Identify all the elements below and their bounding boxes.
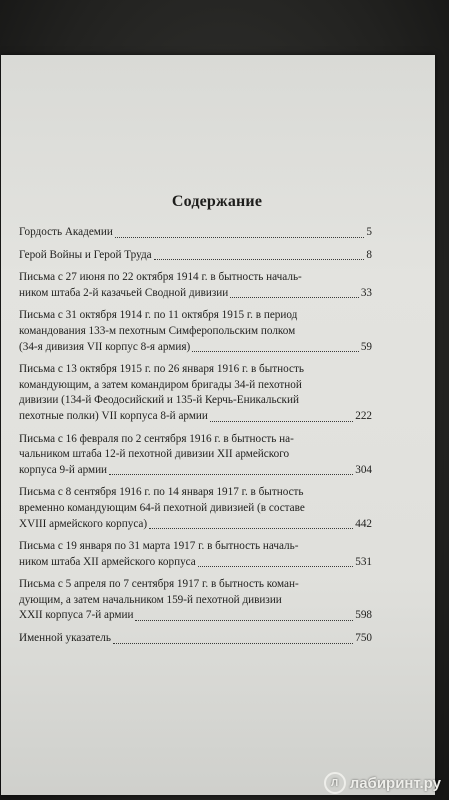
toc-entry-line xyxy=(19,577,372,593)
toc-entry-line xyxy=(19,286,372,302)
toc-entry-line xyxy=(19,393,372,409)
toc-entry-line xyxy=(19,631,372,647)
toc-page-number: 5 xyxy=(366,226,372,238)
toc-page-number: 750 xyxy=(355,632,372,645)
toc-entry-line xyxy=(19,324,372,340)
table-of-contents xyxy=(19,225,372,654)
toc-entry[interactable] xyxy=(19,308,372,355)
toc-entry-line xyxy=(19,409,372,425)
toc-entry-line xyxy=(19,555,372,571)
toc-entry-line xyxy=(19,593,372,609)
toc-entry-line xyxy=(19,225,372,241)
toc-entry-line xyxy=(19,340,372,356)
toc-page-number: 8 xyxy=(366,248,372,261)
toc-entry-text: Письма с 5 апреля по 7 сентября 1917 г. в бытность коман- xyxy=(19,578,299,591)
toc-entry-line xyxy=(19,362,372,378)
toc-page-number: 59 xyxy=(360,340,372,353)
dot-leader xyxy=(192,351,359,352)
page-title: Содержание xyxy=(171,193,263,210)
dot-leader xyxy=(198,566,353,567)
toc-entry-text: Письма с 19 января по 31 марта 1917 г. в бытность началь- xyxy=(19,540,299,553)
toc-entry[interactable] xyxy=(19,270,372,301)
dot-leader xyxy=(135,620,353,621)
toc-entry-text: XVIII армейского корпуса) xyxy=(19,517,148,530)
toc-entry-text: чальником штаба 12-й пехотной дивизии XII армейского xyxy=(19,448,290,461)
dot-leader xyxy=(154,259,365,260)
dot-leader xyxy=(149,528,353,529)
toc-entry-text: Гордость Академии xyxy=(19,226,113,238)
toc-entry-text: Письма с 13 октября 1915 г. по 26 января 1916 г. в бытность xyxy=(19,363,304,376)
toc-entry-line xyxy=(19,608,372,624)
toc-entry[interactable] xyxy=(19,485,372,532)
toc-entry-text: Письма с 31 октября 1914 г. по 11 октября 1915 г. в период xyxy=(19,309,298,322)
toc-entry-text: пехотные полки) VII корпуса 8-й армии xyxy=(19,409,208,422)
toc-entry-line xyxy=(19,308,372,324)
dot-leader xyxy=(115,237,365,238)
toc-entry-text: Письма с 8 сентября 1916 г. по 14 января 1917 г. в бытность xyxy=(19,486,304,499)
toc-entry-text: Герой Войны и Герой Труда xyxy=(19,248,152,261)
toc-entry-text: Письма с 16 февраля по 2 сентября 1916 г. в бытность на- xyxy=(19,432,294,445)
toc-entry-line xyxy=(19,432,372,448)
watermark-text: лабиринт.ру xyxy=(349,774,441,792)
toc-entry[interactable] xyxy=(19,225,372,241)
dot-leader xyxy=(113,643,353,644)
toc-page-number: 531 xyxy=(355,555,372,568)
toc-entry-line xyxy=(19,501,372,517)
dot-leader xyxy=(210,421,353,422)
toc-entry-text: корпуса 9-й армии xyxy=(19,463,108,476)
toc-entry[interactable] xyxy=(19,248,372,264)
toc-entry-line xyxy=(19,270,372,286)
toc-page-number: 33 xyxy=(360,286,372,299)
toc-entry-line xyxy=(19,539,372,555)
toc-entry-text: Именной указатель xyxy=(19,632,111,645)
toc-entry-text: командующим, а затем командиром бригады 34-й пехотной xyxy=(19,378,302,391)
toc-entry-text: XXII корпуса 7-й армии xyxy=(19,609,134,622)
toc-entry-text: ником штаба XII армейского корпуса xyxy=(19,555,196,568)
toc-entry-line xyxy=(19,447,372,463)
toc-entry[interactable] xyxy=(19,432,372,479)
watermark xyxy=(324,772,441,794)
toc-entry-text: (34-я дивизия VII корпус 8-я армия) xyxy=(19,340,191,353)
toc-entry-text: дующим, а затем начальником 159-й пехотной дивизии xyxy=(19,593,282,606)
toc-page-number: 222 xyxy=(355,409,372,422)
labyrinth-logo-icon: Л xyxy=(324,772,346,794)
toc-entry-line xyxy=(19,517,372,533)
toc-page-number: 304 xyxy=(355,463,372,476)
toc-entry[interactable] xyxy=(19,539,372,570)
toc-entry[interactable] xyxy=(19,631,372,647)
toc-entry[interactable] xyxy=(19,362,372,424)
toc-entry-line xyxy=(19,485,372,501)
toc-page-number: 442 xyxy=(355,517,372,530)
toc-entry-text: временно командующим 64-й пехотной дивизией (в составе xyxy=(19,501,305,514)
toc-entry-line xyxy=(19,378,372,394)
toc-entry-line xyxy=(19,248,372,264)
dot-leader xyxy=(230,297,359,298)
toc-page-number: 598 xyxy=(355,609,372,622)
toc-entry-text: командования 133-м пехотным Симферопольским полком xyxy=(19,324,296,337)
toc-entry-line xyxy=(19,463,372,479)
toc-entry[interactable] xyxy=(19,577,372,624)
dot-leader xyxy=(109,474,353,475)
toc-entry-text: Письма с 27 июня по 22 октября 1914 г. в бытность началь- xyxy=(19,271,302,284)
toc-entry-text: дивизии (134-й Феодосийский и 135-й Керчь-Еникальский xyxy=(19,394,299,407)
toc-entry-text: ником штаба 2-й казачьей Сводной дивизии xyxy=(19,286,229,299)
